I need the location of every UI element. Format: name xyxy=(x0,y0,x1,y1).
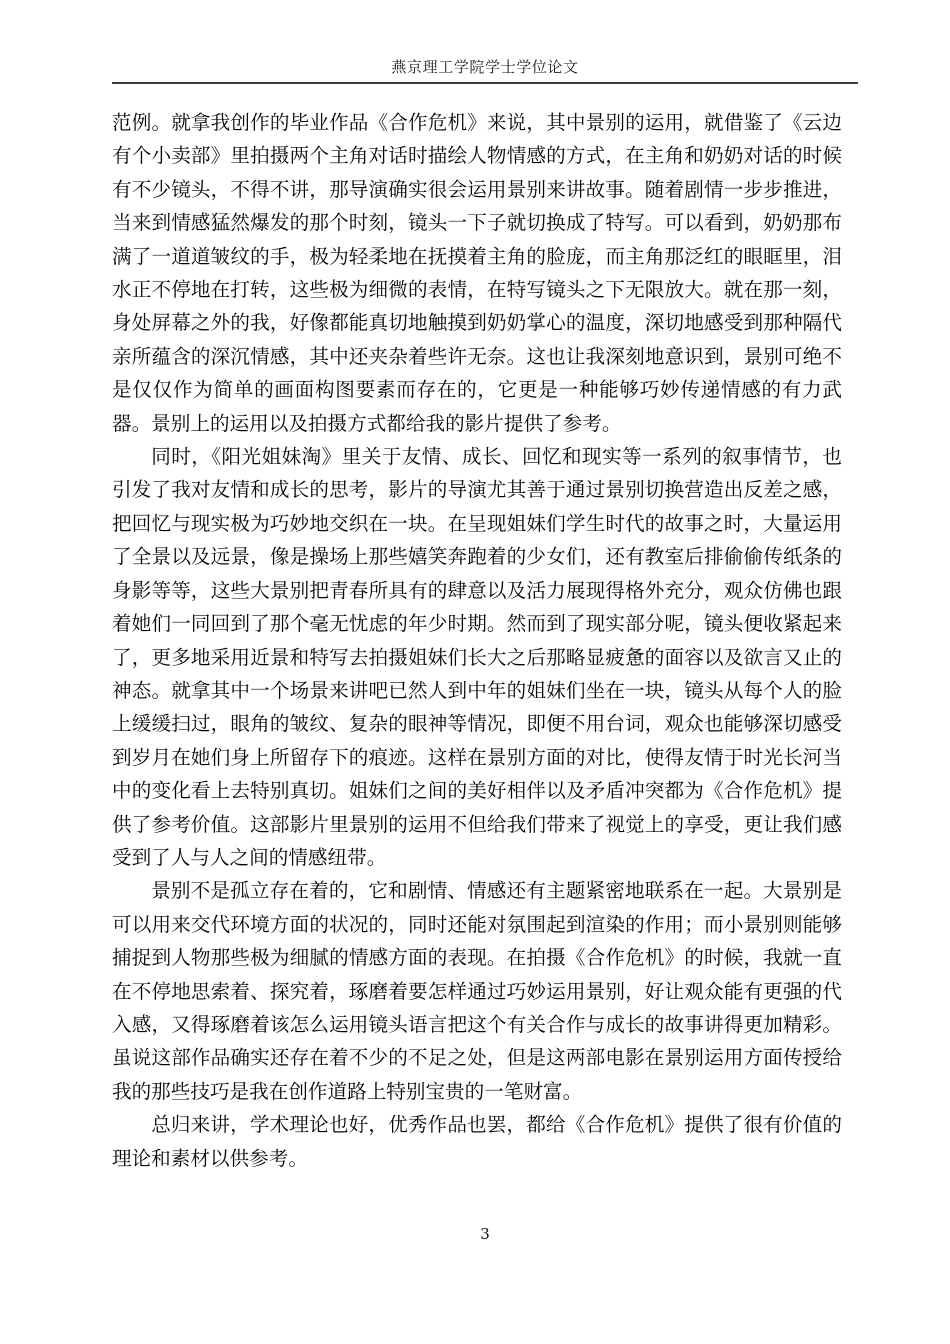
body-text-column xyxy=(112,106,842,1175)
body-paragraph-4: 总归来讲，学术理论也好，优秀作品也罢，都给《合作危机》提供了很有价值的理论和素材以供参考。 xyxy=(112,1113,842,1170)
page-number: 3 xyxy=(480,1225,490,1243)
body-paragraph-2: 同时，《阳光姐妹淘》里关于友情、成长、回忆和现实等一系列的叙事情节，也引发了我对友情和成长的思考，影片的导演尤其善于通过景别切换营造出反差之感，把回忆与现实极为巧妙地交织在一块。在呈现姐妹们学生时代的故事之时，大量运用了全景以及远景，像是操场上那些嬉笑奔跑着的少女们，还有教室后排偷偷传纸条的身影等等，这些大景别把青春所具有的肆意以及活力展现得格外充分，观众仿佛也跟着她们一同回到了那个毫无忧虑的年少时期。然而到了现实部分呢，镜头便收紧起来了，更多地采用近景和特写去拍摄姐妹们长大之后那略显疲惫的面容以及欲言又止的神态。就拿其中一个场景来讲吧已然人到中年的姐妹们坐在一块，镜头从每个人的脸上缓缓扫过，眼角的皱纹、复杂的眼神等情况，即便不用台词，观众也能够深切感受到岁月在她们身上所留存下的痕迹。这样在景别方面的对比，使得友情于时光长河当中的变化看上去特别真切。姐妹们之间的美好相伴以及矛盾冲突都为《合作危机》提供了参考价值。这部影片里景别的运用不但给我们带来了视觉上的享受，更让我们感受到了人与人之间的情感纽带。 xyxy=(112,445,842,869)
header-title: 燕京理工学院学士学位论文 xyxy=(391,58,579,76)
page-footer xyxy=(112,1224,858,1244)
header-divider-rule xyxy=(112,82,858,84)
body-paragraph-1: 范例。就拿我创作的毕业作品《合作危机》来说，其中景别的运用，就借鉴了《云边有个小卖部》里拍摄两个主角对话时描绘人物情感的方式，在主角和奶奶对话的时候有不少镜头，不得不讲，那导演确实很会运用景别来讲故事。随着剧情一步步推进，当来到情感猛然爆发的那个时刻，镜头一下子就切换成了特写。可以看到，奶奶那布满了一道道皱纹的手，极为轻柔地在抚摸着主角的脸庞，而主角那泛红的眼眶里，泪水正不停地在打转，这些极为细微的表情，在特写镜头之下无限放大。就在那一刻，身处屏幕之外的我，好像都能真切地触摸到奶奶掌心的温度，深切地感受到那种隔代亲所蕴含的深沉情感，其中还夹杂着些许无奈。这也让我深刻地意识到，景别可绝不是仅仅作为简单的画面构图要素而存在的，它更是一种能够巧妙传递情感的有力武器。景别上的运用以及拍摄方式都给我的影片提供了参考。 xyxy=(112,111,842,435)
body-paragraph-3: 景别不是孤立存在着的，它和剧情、情感还有主题紧密地联系在一起。大景别是可以用来交代环境方面的状况的，同时还能对氛围起到渲染的作用；而小景别则能够捕捉到人物那些极为细腻的情感方面的表现。在拍摄《合作危机》的时候，我就一直在不停地思索着、探究着，琢磨着要怎样通过巧妙运用景别，好让观众能有更强的代入感，又得琢磨着该怎么运用镜头语言把这个有关合作与成长的故事讲得更加精彩。虽说这部作品确实还存在着不少的不足之处，但是这两部电影在景别运用方面传授给我的那些技巧是我在创作道路上特别宝贵的一笔财富。 xyxy=(112,879,842,1103)
running-header xyxy=(112,56,858,92)
